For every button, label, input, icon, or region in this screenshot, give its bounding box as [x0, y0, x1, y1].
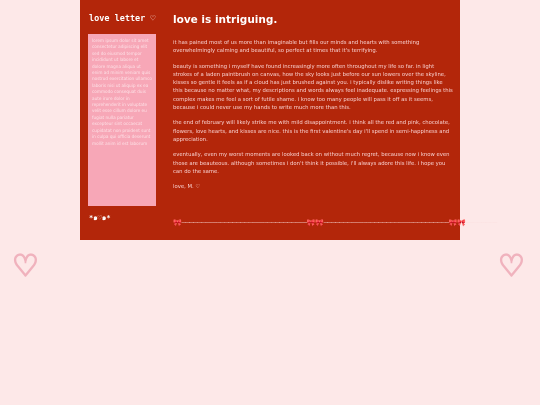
post-paragraph: beauty is something i myself have found increasingly more often throughout my life so far. in light strokes of a laden paintbrush on canvas, how the sky looks just before our sun lowers over the skyline, kisses so gentle it feels as if a cloud has just brushed against you. i typically dislike writing things like this because no matter what, my descriptions and words always feel inadequate. expressing feelings this complex makes me feel a sort of futile shame. i know too many people will pass it off as it seems, because i could never use my hands to write much more than this.	[173, 63, 453, 112]
sidebar	[80, 0, 166, 240]
post-paragraph: it has pained most of us more than imaginable but fills our minds and hearts with something overwhelmingly calming and beautiful, so perfect at times that it's terrifying.	[173, 40, 420, 55]
right-heart-icon: ♡	[498, 249, 525, 284]
sidebar-signature: *๑♡๑*	[89, 214, 111, 222]
letter-panel	[80, 0, 497, 240]
sidebar-text: lorem ipsum dolor sit amet consectetur adipiscing elit sed do eiusmod tempor incididunt ut labore et dolore magna aliqua ut enim ad minim veniam quis nostrud exercitation ullamco laboris nisi ut aliquip ex ea commodo consequat duis aute irure dolor in reprehenderit in voluptate velit esse cillum dolore eu fugiat nulla pariatur excepteur sint occaecat cupidatat non proident sunt in culpa qui officia deserunt mollit anim id est laborum	[92, 38, 152, 146]
post-paragraph: eventually, even my worst moments are looked back on without much regret, because now i know even those are beauteous. although sometimes i don't think it possible, i'll always adore this life. i hope you can do the same.	[173, 152, 450, 175]
sidebar-title: love letter ♡	[89, 14, 156, 24]
post-signoff: love, M. ♡	[173, 184, 201, 191]
post-title: love is intriguing.	[173, 14, 278, 26]
left-heart-icon: ♡	[12, 249, 39, 284]
post-paragraph: the end of february will likely strike me with mild disappointment. i think all the red and pink, chocolate, flowers, love hearts, and kisses are nice. this is the first valentine's day i'll spend in semi-happiness and appreciation.	[173, 120, 450, 143]
sidebar-text-box[interactable]	[88, 34, 156, 206]
post-body	[173, 39, 454, 198]
ribbon-divider: 🎀┈┈┈┈┈┈┈┈┈┈┈┈┈┈┈┈┈┈┈┈┈┈┈┈┈┈┈┈┈┈┈┈🎀🎀┈┈┈┈┈┈┈┈┈┈┈┈┈┈┈┈┈┈┈┈┈┈┈┈┈┈┈┈┈┈┈┈🎀🎀┈┈┈┈┈┈┈┈	[173, 219, 497, 227]
